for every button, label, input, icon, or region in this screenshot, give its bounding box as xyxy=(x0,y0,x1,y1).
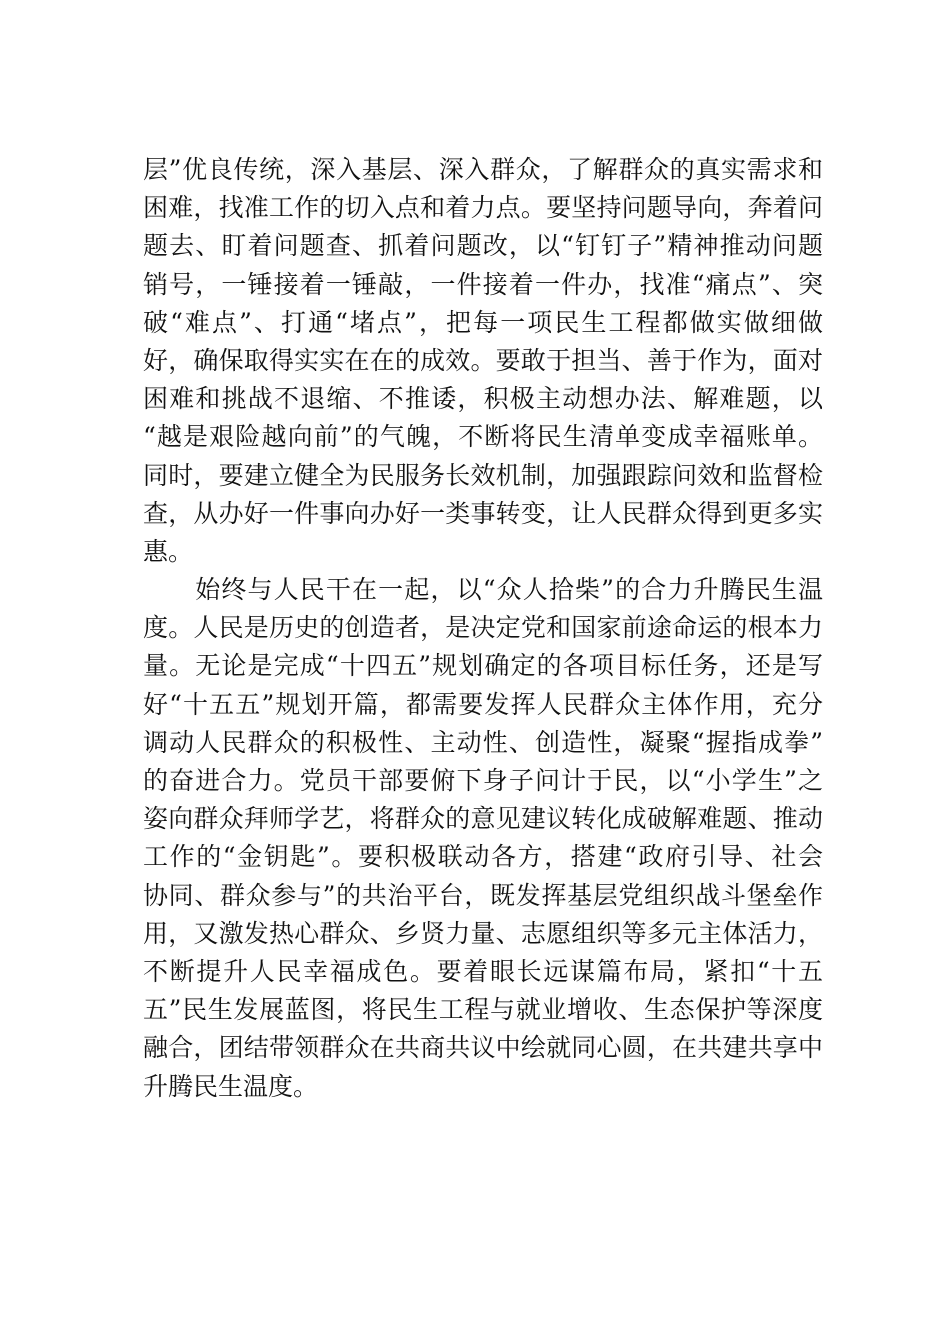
text-line: 好“十五五”规划开篇，都需要发挥人民群众主体作用，充分 xyxy=(143,689,823,719)
paragraph-1 xyxy=(143,151,823,571)
text-line: 惠。 xyxy=(143,536,194,566)
text-line: 层”优良传统，深入基层、深入群众，了解群众的真实需求和 xyxy=(143,155,823,184)
text-line: 的奋进合力。党员干部要俯下身子问计于民，以“小学生”之 xyxy=(143,766,823,795)
text-line: 困难，找准工作的切入点和着力点。要坚持问题导向，奔着问 xyxy=(143,193,823,223)
text-line: 调动人民群众的积极性、主动性、创造性，凝聚“握指成拳” xyxy=(143,727,823,757)
text-line: 破“难点”、打通“堵点”，把每一项民生工程都做实做细做 xyxy=(143,307,823,337)
text-line: 题去、盯着问题查、抓着问题改，以“钉钉子”精神推动问题 xyxy=(143,231,823,261)
text-line: 不断提升人民幸福成色。要着眼长远谋篇布局，紧扣“十五 xyxy=(143,956,823,986)
text-line: 困难和挑战不退缩、不推诿，积极主动想办法、解难题，以 xyxy=(143,384,823,414)
text-line: 五”民生发展蓝图，将民生工程与就业增收、生态保护等深度 xyxy=(143,995,823,1025)
text-line: 姿向群众拜师学艺，将群众的意见建议转化成破解难题、推动 xyxy=(143,804,823,834)
text-line: “越是艰险越向前”的气魄，不断将民生清单变成幸福账单。 xyxy=(143,422,823,452)
text-line: 销号，一锤接着一锤敲，一件接着一件办，找准“痛点”、突 xyxy=(143,269,823,299)
text-line: 度。人民是历史的创造者，是决定党和国家前途命运的根本力 xyxy=(143,613,823,643)
document-body xyxy=(143,151,823,1106)
paragraph-2 xyxy=(143,571,823,1106)
text-line: 用，又激发热心群众、乡贤力量、志愿组织等多元主体活力， xyxy=(143,918,823,948)
text-line: 始终与人民干在一起，以“众人拾柴”的合力升腾民生温 xyxy=(143,575,823,605)
text-line: 协同、群众参与”的共治平台，既发挥基层党组织战斗堡垒作 xyxy=(143,880,823,910)
text-line: 量。无论是完成“十四五”规划确定的各项目标任务，还是写 xyxy=(143,651,823,681)
text-line: 查，从办好一件事向办好一类事转变，让人民群众得到更多实 xyxy=(143,498,823,528)
text-line: 同时，要建立健全为民服务长效机制，加强跟踪问效和监督检 xyxy=(143,460,823,490)
text-line: 工作的“金钥匙”。要积极联动各方，搭建“政府引导、社会 xyxy=(143,842,823,872)
text-line: 融合，团结带领群众在共商共议中绘就同心圆，在共建共享中 xyxy=(143,1033,823,1063)
text-line: 升腾民生温度。 xyxy=(143,1071,319,1101)
text-line: 好，确保取得实实在在的成效。要敢于担当、善于作为，面对 xyxy=(143,345,823,375)
